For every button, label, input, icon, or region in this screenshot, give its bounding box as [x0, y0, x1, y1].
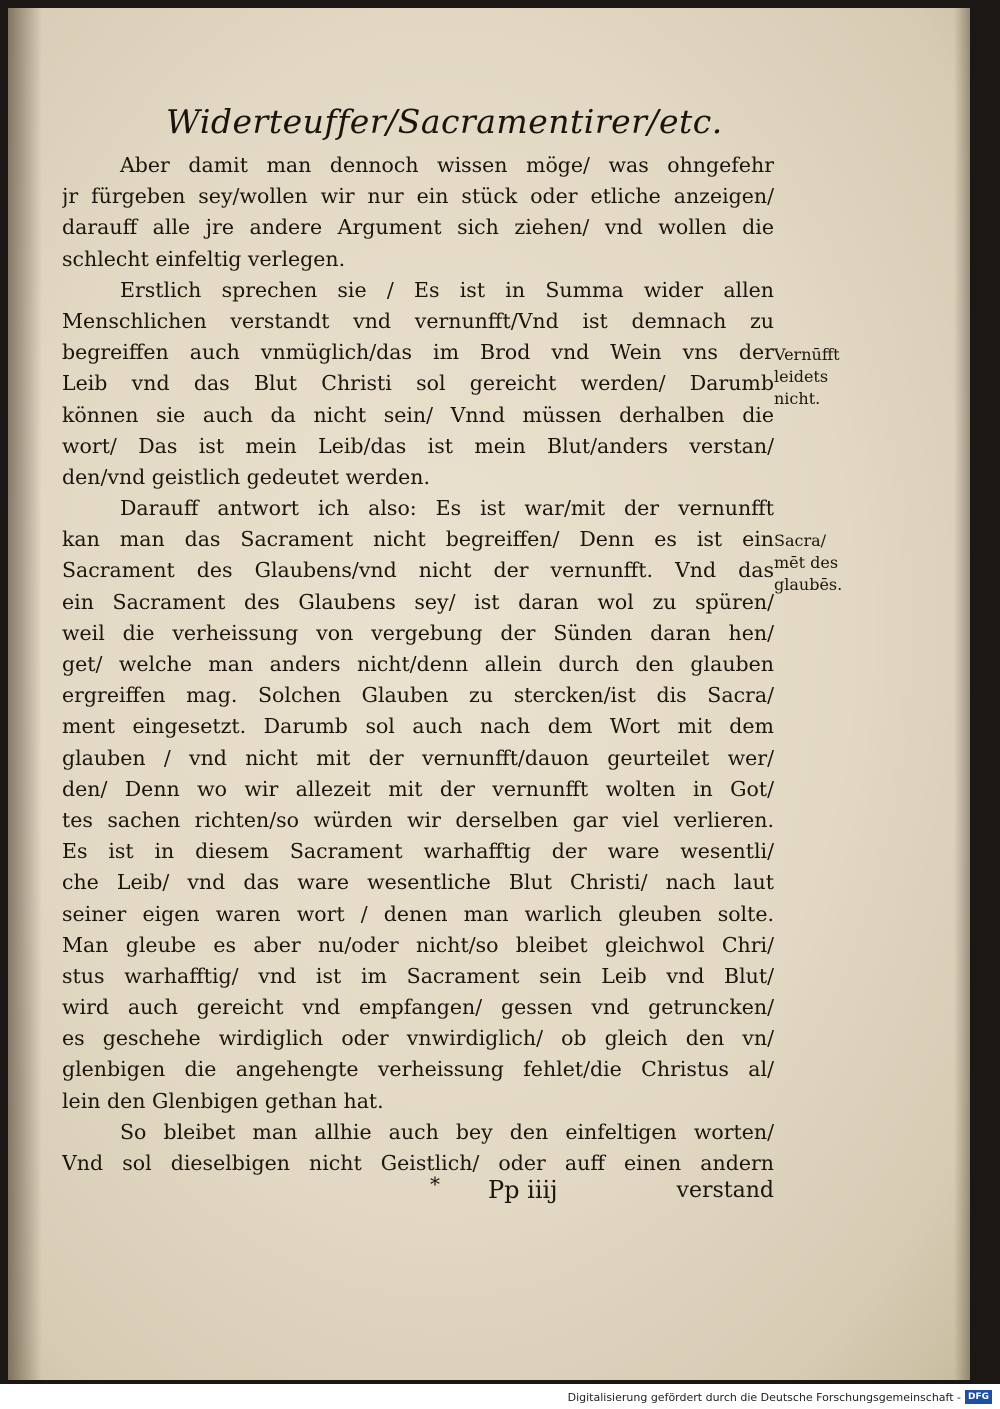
text-line: schlecht einfeltig verlegen. [62, 246, 346, 271]
footer-mark: * [430, 1172, 440, 1196]
text-line: Vnd sol dieselbigen nicht Geistlich/ oder auff einen andern [62, 1151, 774, 1175]
text-line: Aber damit man dennoch wissen möge/ was ohngefehr [120, 153, 774, 177]
text-line: jr fürgeben sey/wollen wir nur ein stück oder etliche anzeigen/ [62, 184, 774, 209]
page-footer [430, 1172, 774, 1212]
text-line: Leib vnd das Blut Christi sol gereicht werden/ Darumb [62, 371, 774, 396]
text-line: kan man das Sacrament nicht begreiffen/ Denn es ist ein [62, 527, 774, 552]
margin-note-line: Vernūfft [774, 345, 840, 364]
text-line: Erstlich sprechen sie / Es ist in Summa wider allen [120, 277, 774, 302]
gutter-shadow [8, 8, 42, 1380]
text-line: che Leib/ vnd das ware wesentliche Blut Christi/ nach laut [62, 870, 774, 895]
text-line: Menschlichen verstandt vnd vernunfft/Vnd ist demnach zu [62, 308, 774, 333]
text-line: Sacrament des Glaubens/vnd nicht der vernunfft. Vnd das [62, 558, 774, 583]
digitization-credit [568, 1390, 992, 1404]
signature-mark: Pp iiij [488, 1176, 558, 1204]
running-header: Widerteuffer/Sacramentirer/etc. [166, 102, 723, 141]
text-line: So bleibet man allhie auch bey den einfeltigen worten/ [120, 1119, 774, 1144]
text-line: Es ist in diesem Sacrament warhafftig der ware wesentli/ [62, 839, 774, 864]
margin-note-line: nicht. [774, 389, 821, 408]
margin-note-line: Sacra/ [774, 531, 827, 550]
text-line: weil die verheissung von vergebung der Sünden daran hen/ [62, 620, 774, 645]
text-line: glenbigen die angehengte verheissung fehlet/die Christus al/ [62, 1057, 774, 1082]
margin-note-line: mēt des [774, 553, 839, 572]
text-line: glauben / vnd nicht mit der vernunfft/dauon geurteilet wer/ [62, 745, 774, 770]
text-line: wird auch gereicht vnd empfangen/ gessen vnd getruncken/ [62, 995, 774, 1020]
text-line: Darauff antwort ich also: Es ist war/mit der vernunfft [120, 496, 774, 521]
text-line: lein den Glenbigen gethan hat. [62, 1088, 384, 1113]
text-line: get/ welche man anders nicht/denn allein durch den glauben [62, 652, 774, 676]
text-line: ein Sacrament des Glaubens sey/ ist daran wol zu spüren/ [62, 589, 774, 614]
catchword: verstand [676, 1178, 774, 1203]
text-line: Man gleube es aber nu/oder nicht/so bleibet gleichwol Chri/ [62, 932, 774, 957]
text-line: darauff alle jre andere Argument sich ziehen/ vnd wollen die [62, 215, 774, 240]
credit-text: Digitalisierung gefördert durch die Deutsche Forschungsgemeinschaft - [567, 1390, 961, 1404]
text-line: es geschehe wirdiglich oder vnwirdiglich/ ob gleich den vn/ [62, 1026, 774, 1051]
dfg-logo-icon: DFG [965, 1390, 992, 1404]
text-line: tes sachen richten/so würden wir derselben gar viel verlieren. [62, 807, 774, 832]
text-line: seiner eigen waren wort / denen man warlich gleuben solte. [62, 901, 774, 926]
margin-note-vernunfft [774, 344, 840, 410]
text-line: ergreiffen mag. Solchen Glauben zu stercken/ist dis Sacra/ [62, 683, 774, 708]
margin-note-line: leidets [774, 367, 829, 386]
text-line: begreiffen auch vnmüglich/das im Brod vnd Wein vns der [62, 340, 774, 365]
text-line: können sie auch da nicht sein/ Vnnd müssen derhalben die [62, 402, 774, 427]
body-text [62, 150, 774, 1179]
text-line: stus warhafftig/ vnd ist im Sacrament sein Leib vnd Blut/ [62, 963, 774, 988]
text-line: ment eingesetzt. Darumb sol auch nach dem Wort mit dem [62, 714, 774, 739]
page-edge [954, 8, 970, 1380]
margin-note-line: glaubēs. [774, 575, 843, 594]
text-line: den/ Denn wo wir allezeit mit der vernunfft wolten in Got/ [62, 776, 774, 801]
margin-note-sacrament [774, 530, 842, 596]
text-line: den/vnd geistlich gedeutet werden. [62, 464, 430, 489]
text-line: wort/ Das ist mein Leib/das ist mein Blut/anders verstan/ [62, 433, 774, 458]
